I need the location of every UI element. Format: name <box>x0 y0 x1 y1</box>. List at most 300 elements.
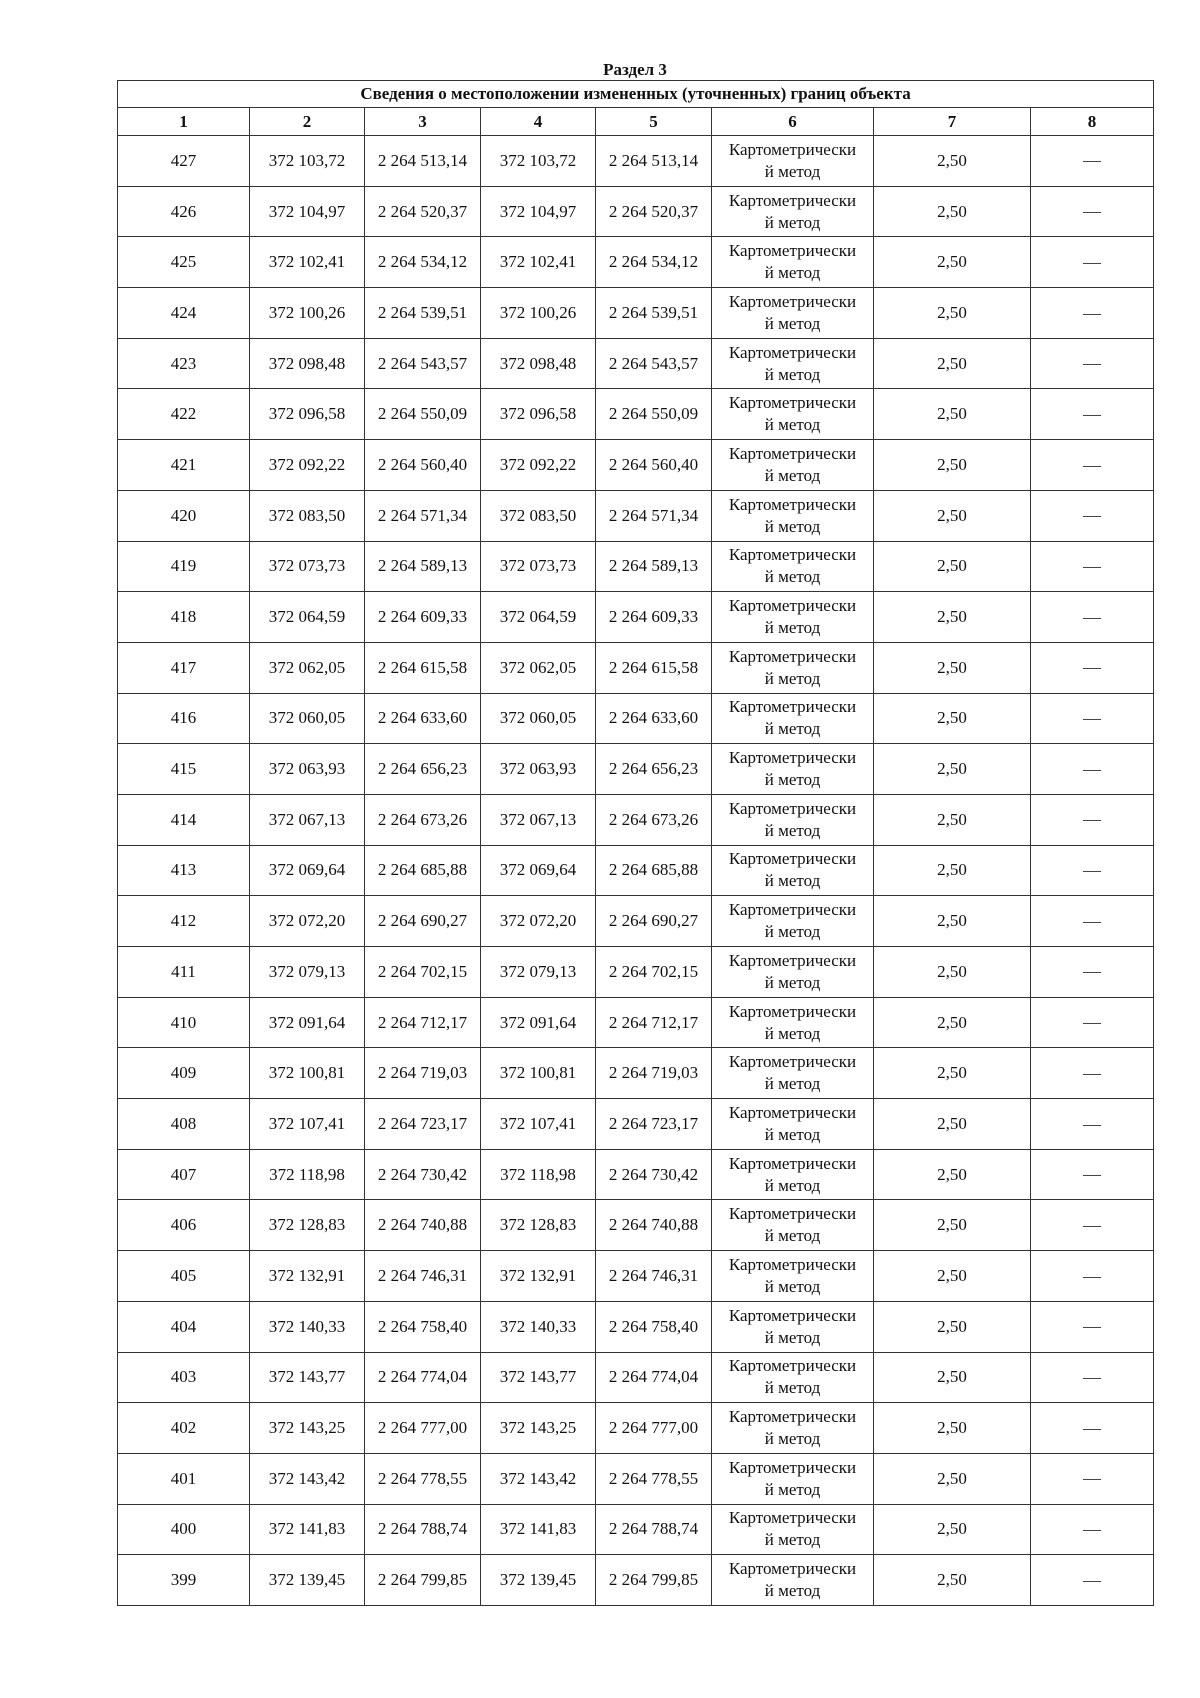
y-coordinate-new-cell: 2 264 513,14 <box>596 136 712 187</box>
point-number-cell: 402 <box>118 1403 250 1454</box>
description-cell <box>1031 744 1154 795</box>
y-coordinate-new-cell: 2 264 778,55 <box>596 1453 712 1504</box>
description-cell <box>1031 288 1154 339</box>
method-line1: Картометрически <box>728 646 857 666</box>
method-line1: Картометрически <box>728 241 857 261</box>
method-line2: й метод <box>764 1581 821 1601</box>
x-coordinate-cell: 372 083,50 <box>250 490 365 541</box>
y-coordinate-cell: 2 264 719,03 <box>365 1048 481 1099</box>
point-number-cell: 412 <box>118 896 250 947</box>
dash-icon <box>1083 1479 1101 1480</box>
dash-icon <box>1083 668 1101 669</box>
x-coordinate-cell: 372 067,13 <box>250 794 365 845</box>
y-coordinate-new-cell: 2 264 615,58 <box>596 642 712 693</box>
table-row <box>118 845 1154 896</box>
table-row <box>118 1048 1154 1099</box>
table-row <box>118 186 1154 237</box>
y-coordinate-cell: 2 264 690,27 <box>365 896 481 947</box>
method-line1: Картометрически <box>728 798 857 818</box>
y-coordinate-new-cell: 2 264 774,04 <box>596 1352 712 1403</box>
dash-icon <box>1083 212 1101 213</box>
method-line1: Картометрически <box>728 1457 857 1477</box>
method-line2: й метод <box>764 212 821 232</box>
y-coordinate-new-cell: 2 264 534,12 <box>596 237 712 288</box>
point-number-cell: 407 <box>118 1149 250 1200</box>
point-number-cell: 409 <box>118 1048 250 1099</box>
x-coordinate-cell: 372 132,91 <box>250 1251 365 1302</box>
dash-icon <box>1083 922 1101 923</box>
description-cell <box>1031 136 1154 187</box>
y-coordinate-new-cell: 2 264 550,09 <box>596 389 712 440</box>
method-cell <box>712 1403 874 1454</box>
table-row <box>118 693 1154 744</box>
dash-icon <box>1083 770 1101 771</box>
dash-icon <box>1083 820 1101 821</box>
y-coordinate-cell: 2 264 746,31 <box>365 1251 481 1302</box>
method-line1: Картометрически <box>728 1559 857 1579</box>
method-line1: Картометрически <box>728 443 857 463</box>
point-number-cell: 416 <box>118 693 250 744</box>
description-cell <box>1031 1048 1154 1099</box>
method-cell <box>712 1453 874 1504</box>
point-number-cell: 414 <box>118 794 250 845</box>
method-line2: й метод <box>764 922 821 942</box>
method-line1: Картометрически <box>728 900 857 920</box>
x-coordinate-new-cell: 372 140,33 <box>481 1301 596 1352</box>
method-cell <box>712 1251 874 1302</box>
x-coordinate-cell: 372 073,73 <box>250 541 365 592</box>
method-line2: й метод <box>764 618 821 638</box>
description-cell <box>1031 1251 1154 1302</box>
method-cell <box>712 592 874 643</box>
method-line2: й метод <box>764 1175 821 1195</box>
dash-icon <box>1083 1226 1101 1227</box>
table-row <box>118 997 1154 1048</box>
method-line1: Картометрически <box>728 1001 857 1021</box>
method-line2: й метод <box>764 1276 821 1296</box>
description-cell <box>1031 1352 1154 1403</box>
dash-icon <box>1083 1581 1101 1582</box>
method-cell <box>712 440 874 491</box>
y-coordinate-cell: 2 264 543,57 <box>365 338 481 389</box>
point-number-cell: 406 <box>118 1200 250 1251</box>
description-cell <box>1031 642 1154 693</box>
method-line2: й метод <box>764 719 821 739</box>
x-coordinate-cell: 372 100,81 <box>250 1048 365 1099</box>
x-coordinate-cell: 372 096,58 <box>250 389 365 440</box>
x-coordinate-new-cell: 372 079,13 <box>481 947 596 998</box>
table-row <box>118 237 1154 288</box>
accuracy-cell: 2,50 <box>874 1200 1031 1251</box>
method-line2: й метод <box>764 1023 821 1043</box>
x-coordinate-cell: 372 063,93 <box>250 744 365 795</box>
y-coordinate-cell: 2 264 513,14 <box>365 136 481 187</box>
dash-icon <box>1083 618 1101 619</box>
x-coordinate-cell: 372 062,05 <box>250 642 365 693</box>
y-coordinate-cell: 2 264 740,88 <box>365 1200 481 1251</box>
x-coordinate-new-cell: 372 096,58 <box>481 389 596 440</box>
y-coordinate-new-cell: 2 264 730,42 <box>596 1149 712 1200</box>
y-coordinate-cell: 2 264 633,60 <box>365 693 481 744</box>
table-row <box>118 947 1154 998</box>
method-cell <box>712 1352 874 1403</box>
table-row <box>118 1149 1154 1200</box>
point-number-cell: 419 <box>118 541 250 592</box>
description-cell <box>1031 845 1154 896</box>
dash-icon <box>1083 1530 1101 1531</box>
accuracy-cell: 2,50 <box>874 541 1031 592</box>
y-coordinate-new-cell: 2 264 543,57 <box>596 338 712 389</box>
dash-icon <box>1083 1125 1101 1126</box>
description-cell <box>1031 237 1154 288</box>
x-coordinate-cell: 372 092,22 <box>250 440 365 491</box>
method-line2: й метод <box>764 161 821 181</box>
dash-icon <box>1083 1327 1101 1328</box>
method-cell <box>712 794 874 845</box>
accuracy-cell: 2,50 <box>874 794 1031 845</box>
column-number-row <box>118 108 1154 136</box>
method-line1: Картометрически <box>728 1407 857 1427</box>
description-cell <box>1031 1301 1154 1352</box>
method-line1: Картометрически <box>728 494 857 514</box>
table-row <box>118 896 1154 947</box>
description-cell <box>1031 794 1154 845</box>
method-line2: й метод <box>764 313 821 333</box>
description-cell <box>1031 541 1154 592</box>
description-cell <box>1031 1453 1154 1504</box>
method-cell <box>712 896 874 947</box>
point-number-cell: 408 <box>118 1099 250 1150</box>
y-coordinate-cell: 2 264 788,74 <box>365 1504 481 1555</box>
y-coordinate-new-cell: 2 264 685,88 <box>596 845 712 896</box>
point-number-cell: 410 <box>118 997 250 1048</box>
accuracy-cell: 2,50 <box>874 1403 1031 1454</box>
accuracy-cell: 2,50 <box>874 237 1031 288</box>
point-number-cell: 399 <box>118 1555 250 1606</box>
accuracy-cell: 2,50 <box>874 1504 1031 1555</box>
y-coordinate-cell: 2 264 778,55 <box>365 1453 481 1504</box>
method-line1: Картометрически <box>728 748 857 768</box>
method-line2: й метод <box>764 871 821 891</box>
column-number-6: 6 <box>712 108 874 136</box>
y-coordinate-cell: 2 264 539,51 <box>365 288 481 339</box>
y-coordinate-cell: 2 264 615,58 <box>365 642 481 693</box>
method-cell <box>712 845 874 896</box>
table-row <box>118 440 1154 491</box>
method-line2: й метод <box>764 1378 821 1398</box>
point-number-cell: 426 <box>118 186 250 237</box>
method-line1: Картометрически <box>728 849 857 869</box>
point-number-cell: 421 <box>118 440 250 491</box>
method-cell <box>712 693 874 744</box>
method-line2: й метод <box>764 567 821 587</box>
accuracy-cell: 2,50 <box>874 642 1031 693</box>
point-number-cell: 401 <box>118 1453 250 1504</box>
method-cell <box>712 642 874 693</box>
x-coordinate-new-cell: 372 107,41 <box>481 1099 596 1150</box>
method-cell <box>712 1200 874 1251</box>
y-coordinate-cell: 2 264 774,04 <box>365 1352 481 1403</box>
x-coordinate-new-cell: 372 098,48 <box>481 338 596 389</box>
method-line2: й метод <box>764 263 821 283</box>
accuracy-cell: 2,50 <box>874 1251 1031 1302</box>
y-coordinate-cell: 2 264 589,13 <box>365 541 481 592</box>
accuracy-cell: 2,50 <box>874 1301 1031 1352</box>
table-row <box>118 1555 1154 1606</box>
x-coordinate-new-cell: 372 128,83 <box>481 1200 596 1251</box>
y-coordinate-new-cell: 2 264 758,40 <box>596 1301 712 1352</box>
method-line2: й метод <box>764 1530 821 1550</box>
table-row <box>118 1099 1154 1150</box>
y-coordinate-new-cell: 2 264 539,51 <box>596 288 712 339</box>
point-number-cell: 400 <box>118 1504 250 1555</box>
y-coordinate-cell: 2 264 712,17 <box>365 997 481 1048</box>
method-line2: й метод <box>764 1074 821 1094</box>
method-cell <box>712 288 874 339</box>
dash-icon <box>1083 1378 1101 1379</box>
accuracy-cell: 2,50 <box>874 1352 1031 1403</box>
y-coordinate-cell: 2 264 571,34 <box>365 490 481 541</box>
accuracy-cell: 2,50 <box>874 1099 1031 1150</box>
method-line1: Картометрически <box>728 1204 857 1224</box>
accuracy-cell: 2,50 <box>874 997 1031 1048</box>
x-coordinate-new-cell: 372 139,45 <box>481 1555 596 1606</box>
method-cell <box>712 744 874 795</box>
y-coordinate-new-cell: 2 264 690,27 <box>596 896 712 947</box>
x-coordinate-cell: 372 140,33 <box>250 1301 365 1352</box>
x-coordinate-new-cell: 372 143,42 <box>481 1453 596 1504</box>
y-coordinate-cell: 2 264 550,09 <box>365 389 481 440</box>
dash-icon <box>1083 516 1101 517</box>
point-number-cell: 404 <box>118 1301 250 1352</box>
x-coordinate-new-cell: 372 062,05 <box>481 642 596 693</box>
point-number-cell: 411 <box>118 947 250 998</box>
description-cell <box>1031 997 1154 1048</box>
x-coordinate-new-cell: 372 072,20 <box>481 896 596 947</box>
method-line1: Картометрически <box>728 1508 857 1528</box>
y-coordinate-new-cell: 2 264 520,37 <box>596 186 712 237</box>
x-coordinate-cell: 372 118,98 <box>250 1149 365 1200</box>
dash-icon <box>1083 1074 1101 1075</box>
y-coordinate-new-cell: 2 264 777,00 <box>596 1403 712 1454</box>
x-coordinate-cell: 372 104,97 <box>250 186 365 237</box>
y-coordinate-cell: 2 264 609,33 <box>365 592 481 643</box>
y-coordinate-new-cell: 2 264 673,26 <box>596 794 712 845</box>
method-line1: Картометрически <box>728 1254 857 1274</box>
y-coordinate-new-cell: 2 264 799,85 <box>596 1555 712 1606</box>
point-number-cell: 427 <box>118 136 250 187</box>
y-coordinate-cell: 2 264 520,37 <box>365 186 481 237</box>
method-line2: й метод <box>764 1226 821 1246</box>
method-line1: Картометрически <box>728 596 857 616</box>
description-cell <box>1031 896 1154 947</box>
x-coordinate-cell: 372 060,05 <box>250 693 365 744</box>
method-cell <box>712 186 874 237</box>
y-coordinate-new-cell: 2 264 702,15 <box>596 947 712 998</box>
table-row <box>118 1504 1154 1555</box>
y-coordinate-cell: 2 264 702,15 <box>365 947 481 998</box>
y-coordinate-new-cell: 2 264 788,74 <box>596 1504 712 1555</box>
x-coordinate-cell: 372 069,64 <box>250 845 365 896</box>
method-line2: й метод <box>764 1124 821 1144</box>
description-cell <box>1031 693 1154 744</box>
x-coordinate-cell: 372 103,72 <box>250 136 365 187</box>
point-number-cell: 403 <box>118 1352 250 1403</box>
y-coordinate-new-cell: 2 264 571,34 <box>596 490 712 541</box>
dash-icon <box>1083 161 1101 162</box>
dash-icon <box>1083 263 1101 264</box>
table-row <box>118 642 1154 693</box>
section-title: Раздел 3 <box>603 60 667 79</box>
dash-icon <box>1083 1175 1101 1176</box>
point-number-cell: 422 <box>118 389 250 440</box>
method-cell <box>712 1301 874 1352</box>
method-cell <box>712 1504 874 1555</box>
y-coordinate-cell: 2 264 777,00 <box>365 1403 481 1454</box>
point-number-cell: 424 <box>118 288 250 339</box>
x-coordinate-cell: 372 139,45 <box>250 1555 365 1606</box>
table-row <box>118 1352 1154 1403</box>
x-coordinate-new-cell: 372 060,05 <box>481 693 596 744</box>
point-number-cell: 420 <box>118 490 250 541</box>
x-coordinate-cell: 372 079,13 <box>250 947 365 998</box>
y-coordinate-new-cell: 2 264 746,31 <box>596 1251 712 1302</box>
y-coordinate-new-cell: 2 264 560,40 <box>596 440 712 491</box>
accuracy-cell: 2,50 <box>874 744 1031 795</box>
table-row <box>118 1301 1154 1352</box>
column-number-4: 4 <box>481 108 596 136</box>
accuracy-cell: 2,50 <box>874 845 1031 896</box>
x-coordinate-new-cell: 372 103,72 <box>481 136 596 187</box>
x-coordinate-new-cell: 372 143,25 <box>481 1403 596 1454</box>
dash-icon <box>1083 1277 1101 1278</box>
method-line1: Картометрически <box>728 1356 857 1376</box>
point-number-cell: 418 <box>118 592 250 643</box>
x-coordinate-new-cell: 372 143,77 <box>481 1352 596 1403</box>
description-cell <box>1031 1504 1154 1555</box>
point-number-cell: 413 <box>118 845 250 896</box>
method-line1: Картометрически <box>728 190 857 210</box>
dash-icon <box>1083 364 1101 365</box>
dash-icon <box>1083 567 1101 568</box>
method-line1: Картометрически <box>728 1153 857 1173</box>
y-coordinate-new-cell: 2 264 589,13 <box>596 541 712 592</box>
table-row <box>118 794 1154 845</box>
point-number-cell: 417 <box>118 642 250 693</box>
table-row <box>118 1403 1154 1454</box>
accuracy-cell: 2,50 <box>874 186 1031 237</box>
x-coordinate-new-cell: 372 118,98 <box>481 1149 596 1200</box>
y-coordinate-cell: 2 264 799,85 <box>365 1555 481 1606</box>
dash-icon <box>1083 1023 1101 1024</box>
table-row <box>118 1453 1154 1504</box>
accuracy-cell: 2,50 <box>874 136 1031 187</box>
x-coordinate-cell: 372 072,20 <box>250 896 365 947</box>
dash-icon <box>1083 972 1101 973</box>
method-line2: й метод <box>764 415 821 435</box>
description-cell <box>1031 1149 1154 1200</box>
method-line1: Картометрически <box>728 139 857 159</box>
table-row <box>118 136 1154 187</box>
column-number-2: 2 <box>250 108 365 136</box>
y-coordinate-new-cell: 2 264 712,17 <box>596 997 712 1048</box>
method-line2: й метод <box>764 1327 821 1347</box>
dash-icon <box>1083 466 1101 467</box>
method-line2: й метод <box>764 820 821 840</box>
y-coordinate-new-cell: 2 264 740,88 <box>596 1200 712 1251</box>
table-row <box>118 541 1154 592</box>
table-row <box>118 338 1154 389</box>
dash-icon <box>1083 415 1101 416</box>
table-row <box>118 490 1154 541</box>
x-coordinate-new-cell: 372 092,22 <box>481 440 596 491</box>
method-line1: Картометрически <box>728 1102 857 1122</box>
point-number-cell: 423 <box>118 338 250 389</box>
y-coordinate-cell: 2 264 685,88 <box>365 845 481 896</box>
x-coordinate-new-cell: 372 091,64 <box>481 997 596 1048</box>
table-row <box>118 1251 1154 1302</box>
method-line2: й метод <box>764 770 821 790</box>
table-caption: Сведения о местоположении измененных (уточненных) границ объекта <box>118 81 1154 108</box>
accuracy-cell: 2,50 <box>874 592 1031 643</box>
table-body <box>118 136 1154 1606</box>
table-row <box>118 1200 1154 1251</box>
description-cell <box>1031 1403 1154 1454</box>
column-number-5: 5 <box>596 108 712 136</box>
x-coordinate-new-cell: 372 102,41 <box>481 237 596 288</box>
y-coordinate-cell: 2 264 758,40 <box>365 1301 481 1352</box>
point-number-cell: 405 <box>118 1251 250 1302</box>
point-number-cell: 415 <box>118 744 250 795</box>
y-coordinate-cell: 2 264 673,26 <box>365 794 481 845</box>
column-number-3: 3 <box>365 108 481 136</box>
method-cell <box>712 237 874 288</box>
method-line1: Картометрически <box>728 950 857 970</box>
x-coordinate-new-cell: 372 132,91 <box>481 1251 596 1302</box>
method-cell <box>712 1149 874 1200</box>
description-cell <box>1031 1099 1154 1150</box>
dash-icon <box>1083 1429 1101 1430</box>
method-line2: й метод <box>764 972 821 992</box>
table-row <box>118 592 1154 643</box>
method-cell <box>712 136 874 187</box>
point-number-cell: 425 <box>118 237 250 288</box>
x-coordinate-cell: 372 107,41 <box>250 1099 365 1150</box>
x-coordinate-cell: 372 143,42 <box>250 1453 365 1504</box>
method-line2: й метод <box>764 364 821 384</box>
x-coordinate-new-cell: 372 100,81 <box>481 1048 596 1099</box>
method-cell <box>712 947 874 998</box>
description-cell <box>1031 490 1154 541</box>
method-cell <box>712 1099 874 1150</box>
x-coordinate-new-cell: 372 064,59 <box>481 592 596 643</box>
column-number-8: 8 <box>1031 108 1154 136</box>
table-row <box>118 744 1154 795</box>
table-row <box>118 288 1154 339</box>
method-cell <box>712 389 874 440</box>
x-coordinate-new-cell: 372 141,83 <box>481 1504 596 1555</box>
description-cell <box>1031 592 1154 643</box>
method-cell <box>712 541 874 592</box>
x-coordinate-cell: 372 143,77 <box>250 1352 365 1403</box>
y-coordinate-cell: 2 264 656,23 <box>365 744 481 795</box>
dash-icon <box>1083 871 1101 872</box>
description-cell <box>1031 389 1154 440</box>
boundary-table <box>117 80 1154 1606</box>
method-cell <box>712 490 874 541</box>
accuracy-cell: 2,50 <box>874 440 1031 491</box>
y-coordinate-new-cell: 2 264 633,60 <box>596 693 712 744</box>
